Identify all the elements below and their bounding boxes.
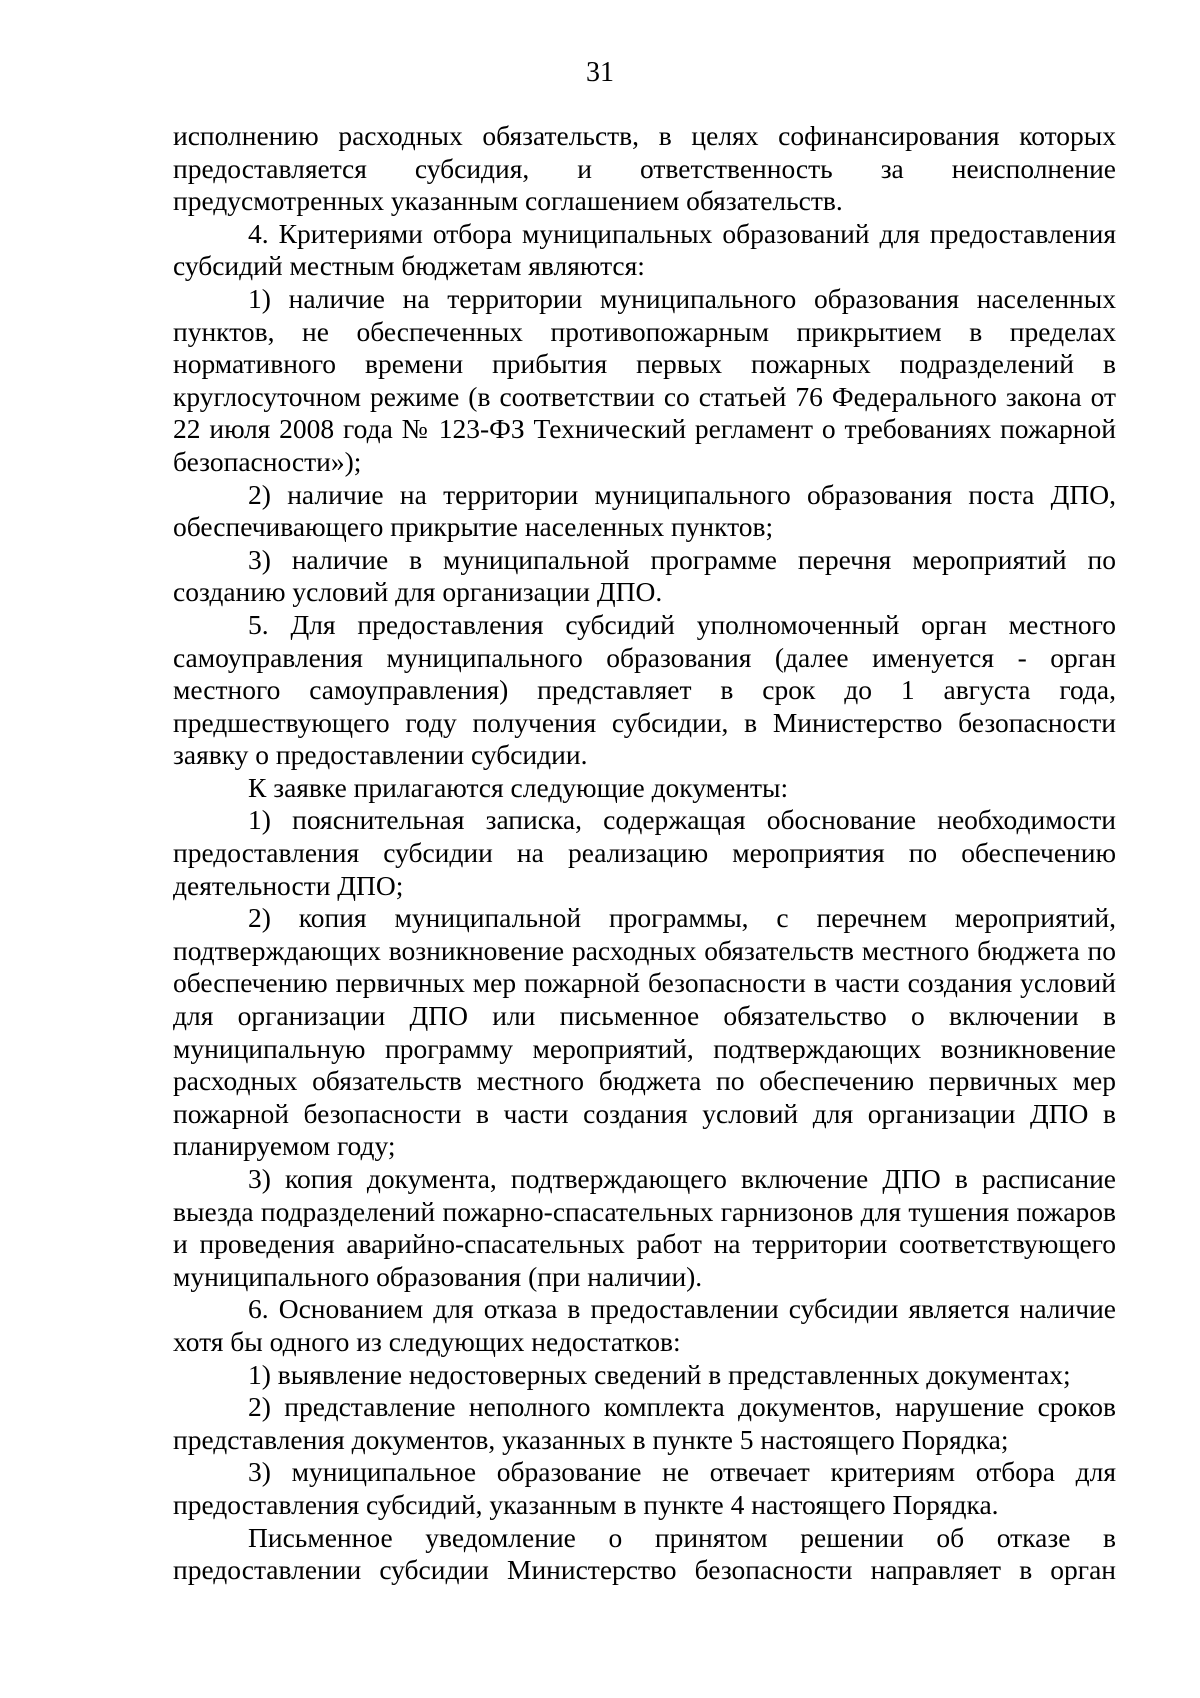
paragraph-item-5: 5. Для предоставления субсидий уполномоченный орган местного самоуправления муниципального образования (далее именуется - орган местного самоуправления) представляет в срок до 1 августа года, предшествующего году получения субсидии, в Министерство безопасности заявку о предоставлении субсидии. (173, 608, 1116, 771)
paragraph-item-4-1: 1) наличие на территории муниципального образования населенных пунктов, не обеспеченных противопожарным прикрытием в пределах нормативного времени прибытия первых пожарных подразделений в круглосуточном режиме (в соответствии со статьей 76 Федерального закона от 22 июля 2008 года № 123-ФЗ Технический регламент о требованиях пожарной безопасности»); (173, 282, 1116, 477)
paragraph-continuation: исполнению расходных обязательств, в целях софинансирования которых предоставляется субсидия, и ответственность за неисполнение предусмотренных указанным соглашением обязательств. (173, 120, 1116, 217)
paragraph-item-6-1: 1) выявление недостоверных сведений в представленных документах; (248, 1358, 1071, 1390)
page-number: 31 (586, 57, 614, 88)
paragraph-refusal-notice: Письменное уведомление о принятом решении об отказе в предоставлении субсидии Министерство безопасности направляет в орган (173, 1521, 1116, 1586)
paragraph-item-4: 4. Критериями отбора муниципальных образований для предоставления субсидий местным бюджетам являются: (173, 217, 1116, 282)
paragraph-item-5-3: 3) копия документа, подтверждающего включение ДПО в расписание выезда подразделений пожарно-спасательных гарнизонов для тушения пожаров и проведения аварийно-спасательных работ на территории соответствующего муниципального образования (при наличии). (173, 1163, 1116, 1292)
paragraph-item-6: 6. Основанием для отказа в предоставлении субсидии является наличие хотя бы одного из следующих недостатков: (173, 1293, 1116, 1357)
document-body (173, 120, 1116, 1587)
paragraph-item-5-1: 1) пояснительная записка, содержащая обоснование необходимости предоставления субсидии на реализацию мероприятия по обеспечению деятельности ДПО; (173, 804, 1116, 901)
paragraph-item-5-documents: К заявке прилагаются следующие документы: (248, 771, 789, 803)
paragraph-item-6-3: 3) муниципальное образование не отвечает критериям отбора для предоставления субсидий, указанным в пункте 4 настоящего Порядка. (173, 1456, 1116, 1520)
paragraph-item-5-2: 2) копия муниципальной программы, с перечнем мероприятий, подтверждающих возникновение расходных обязательств местного бюджета по обеспечению первичных мер пожарной безопасности в части создания условий для организации ДПО или письменное обязательство о включении в муниципальную программу мероприятий, подтверждающих возникновение расходных обязательств местного бюджета по обеспечению первичных мер пожарной безопасности в части создания условий для организации ДПО в планируемом году; (173, 902, 1116, 1162)
paragraph-item-4-3: 3) наличие в муниципальной программе перечня мероприятий по созданию условий для организации ДПО. (173, 543, 1116, 608)
paragraph-item-4-2: 2) наличие на территории муниципального образования поста ДПО, обеспечивающего прикрытие населенных пунктов; (173, 478, 1116, 543)
paragraph-item-6-2: 2) представление неполного комплекта документов, нарушение сроков представления документов, указанных в пункте 5 настоящего Порядка; (173, 1391, 1116, 1455)
